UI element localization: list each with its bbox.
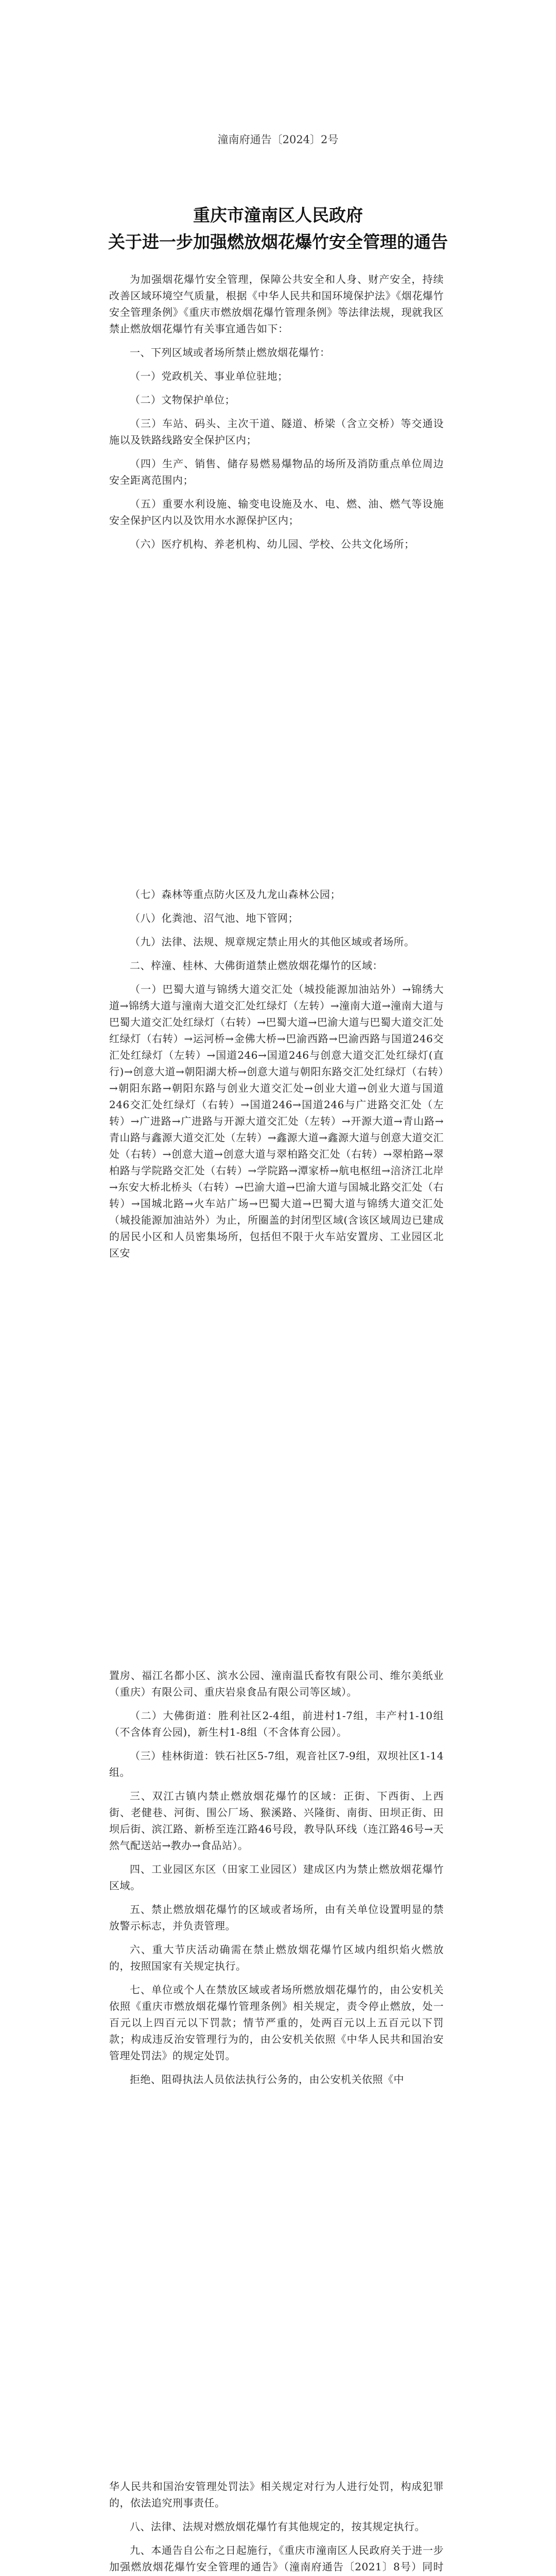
paragraph: 为加强烟花爆竹安全管理，保障公共安全和人身、财产安全，持续改善区域环境空气质量，根据《中华人民共和国环境保护法》《烟花爆竹安全管理条例》《重庆市燃放烟花爆竹管理条例》等法律法规，现就我区禁止燃放烟花爆竹有关事宜通告如下： xyxy=(109,273,444,335)
document-title xyxy=(0,202,556,256)
paragraph: （七）森林等重点防火区及九龙山森林公园； xyxy=(130,888,341,901)
body-section-2 xyxy=(109,886,444,1268)
body-section-4 xyxy=(109,2478,444,2576)
paragraph: （五）重要水利设施、输变电设施及水、电、燃、油、燃气等设施安全保护区内以及饮用水水源保护区内； xyxy=(109,498,444,527)
body-section-3 xyxy=(109,1667,444,2095)
paragraph: 四、工业园区东区（田家工业园区）建成区内为禁止燃放烟花爆竹区域。 xyxy=(109,1863,444,1892)
paragraph: 置房、福江名都小区、滨水公园、潼南温氏畜牧有限公司、维尔美纸业（重庆）有限公司、重庆岩泉食品有限公司等区域）。 xyxy=(109,1669,444,1698)
paragraph: 七、单位或个人在禁放区域或者场所燃放烟花爆竹的，由公安机关依照《重庆市燃放烟花爆竹管理条例》相关规定，责令停止燃放，处一百元以上四百元以下罚款；情节严重的，处两百元以上五百元以下罚款；构成违反治安管理行为的，由公安机关依照《中华人民共和国治安管理处罚法》的规定处罚。 xyxy=(109,1984,444,2062)
paragraph: （三）车站、码头、主次干道、隧道、桥梁（含立交桥）等交通设施以及铁路线路安全保护区内； xyxy=(109,417,444,446)
paragraph: （四）生产、销售、储存易燃易爆物品的场所及消防重点单位周边安全距离范围内； xyxy=(109,457,444,486)
paragraph: 九、本通告自公布之日起施行，《重庆市潼南区人民政府关于进一步加强燃放烟花爆竹安全管理的通告》（潼南府通告〔2021〕8号）同时 xyxy=(109,2544,444,2573)
paragraph: （一）党政机关、事业单位驻地； xyxy=(130,370,288,382)
paragraph: 一、下列区域或者场所禁止燃放烟花爆竹： xyxy=(130,346,331,359)
paragraph: （六）医疗机构、养老机构、幼儿园、学校、公共文化场所； xyxy=(130,538,415,550)
paragraph: 拒绝、阻碍执法人员依法执行公务的，由公安机关依照《中 xyxy=(130,2073,404,2086)
paragraph: 三、双江古镇内禁止燃放烟花爆竹的区域：正街、下西街、上西街、老健巷、河街、围公厂场、猴溪路、兴隆街、南街、田坝正街、田坝后街、滨江路、新桥至连江路46号段，教导队环线（连江路46号→天然气配送站→教办→食品站）。 xyxy=(109,1790,444,1852)
paragraph: （一）巴蜀大道与锦绣大道交汇处（城投能源加油站外）→锦绣大道→锦绣大道与潼南大道交汇处红绿灯（左转）→潼南大道→潼南大道与巴蜀大道交汇处红绿灯（右转）→巴蜀大道→巴渝大道与巴蜀大道交汇处红绿灯（右转）→运河桥→金佛大桥→巴渝西路→巴渝西路与国道246交汇处红绿灯（左转）→国道246→国道246与创意大道交汇处红绿灯(直行)→创意大道→朝阳湖大桥→创意大道与朝阳东路交汇处红绿灯（右转）→朝阳东路→朝阳东路与创业大道交汇处→创业大道→创业大道与国道246交汇处红绿灯（右转）→国道246→国道246与广进路交汇处（左转）→广进路→广进路与开源大道交汇处（左转）→开源大道→青山路→青山路与鑫源大道交汇处（左转）→鑫源大道→鑫源大道与创意大道交汇处（右转）→创意大道→创意大道与翠柏路交汇处（右转）→翠柏路→翠柏路与学院路交汇处（右转）→学院路→潭家桥→航电枢纽→涪济江北岸→东安大桥北桥头（右转）→巴渝大道→巴渝大道与国城北路交汇处（右转）→国城北路→火车站广场→巴蜀大道→巴蜀大道与锦绣大道交汇处（城投能源加油站外）为止，所圈盖的封闭型区域(含该区域周边已建成的居民小区和人员密集场所，包括但不限于火车站安置房、工业园区北区安 xyxy=(109,983,444,1259)
body-section-1 xyxy=(109,271,444,560)
paragraph: 六、重大节庆活动确需在禁止燃放烟花爆竹区域内组织焰火燃放的，按照国家有关规定执行。 xyxy=(109,1943,444,1972)
paragraph: 华人民共和国治安管理处罚法》相关规定对行为人进行处罚，构成犯罪的，依法追究刑事责任。 xyxy=(109,2480,444,2509)
document-number: 潼南府通告〔2024〕2号 xyxy=(217,133,339,146)
title-line-1: 重庆市潼南区人民政府 xyxy=(193,205,363,225)
title-line-2: 关于进一步加强燃放烟花爆竹安全管理的通告 xyxy=(108,232,448,252)
paragraph: 八、法律、法规对燃放烟花爆竹有其他规定的，按其规定执行。 xyxy=(130,2520,425,2533)
paragraph: （二）大佛街道：胜利社区2-4组，前进村1-7组，丰产村1-10组（不含体育公园)，新生村1-8组（不含体育公园）。 xyxy=(109,1709,444,1738)
paragraph: 五、禁止燃放烟花爆竹的区域或者场所，由有关单位设置明显的禁放警示标志，并负责管理。 xyxy=(109,1903,444,1932)
paragraph: 二、梓潼、桂林、大佛街道禁止燃放烟花爆竹的区域： xyxy=(130,959,383,972)
paragraph: （九）法律、法规、规章规定禁止用火的其他区域或者场所。 xyxy=(130,936,415,948)
paragraph: （三）桂林街道：铁石社区5-7组，观音社区7-9组，双坝社区1-14组。 xyxy=(109,1750,444,1778)
paragraph: （八）化粪池、沼气池、地下管网； xyxy=(130,912,299,924)
paragraph: （二）文物保护单位； xyxy=(130,394,235,406)
